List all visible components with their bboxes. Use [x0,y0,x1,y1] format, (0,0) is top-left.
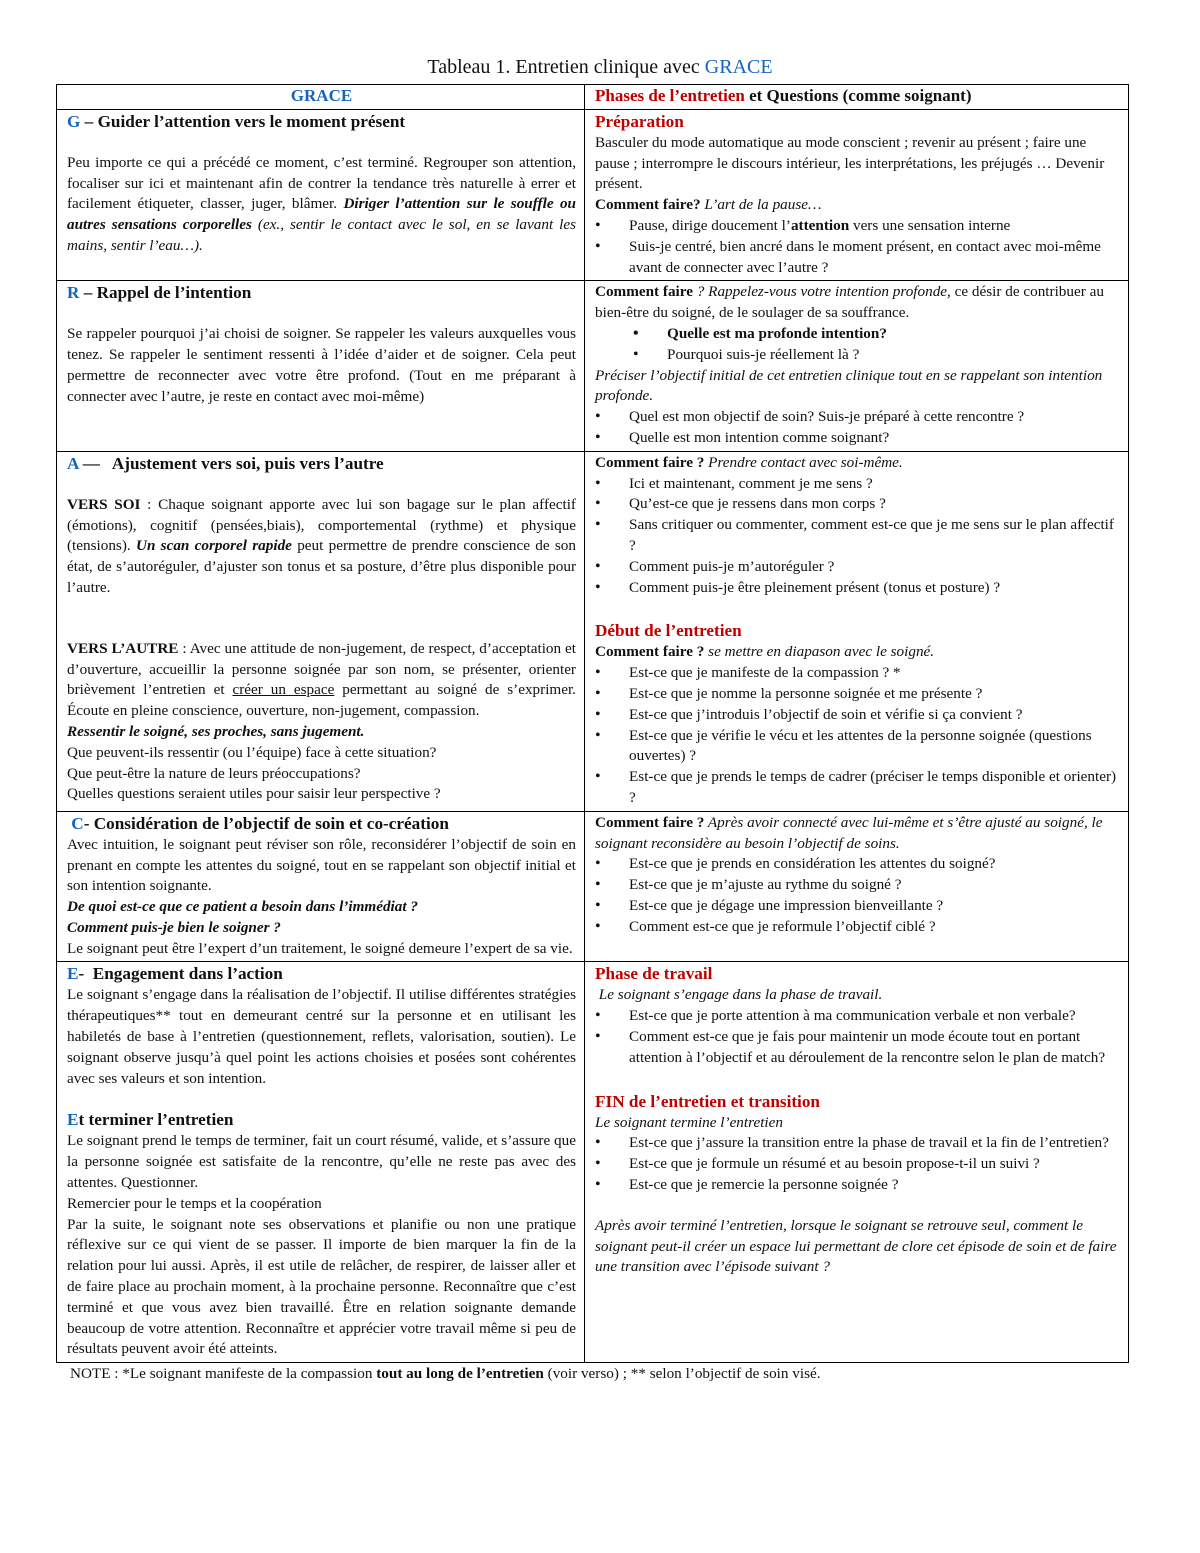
letter-a: A [67,453,79,473]
a-line-1: Que peuvent-ils ressentir (ou l’équipe) face à cette situation? [67,743,437,761]
c-text: Avec intuition, le soignant peut réviser son rôle, reconsidérer l’objectif de soin en prenant en compte les attentes du soigné, tout en se rappelant son objectif initial et son intention soignante. [67,835,576,895]
a-line-3: Quelles questions seraient utiles pour saisir leur perspective ? [67,785,441,803]
row-g [57,109,1129,281]
row-c-description [57,811,585,962]
r-question-list-1 [595,324,1120,366]
section-title-a [67,453,576,475]
a-autre-text: : Avec une attitude de non-jugement, de respect, d’acceptation et d’ouverture, accueillir la personne soignée par son nom, se présenter, orienter brièvement l’entretien et [67,639,577,699]
a-question-list-1 [595,474,1120,599]
list-item: • Qu’est-ce que je ressens dans mon corps ? [629,494,1120,515]
a-how-2 [595,642,1120,663]
list-item: • Est-ce que je dégage une impression bienveillante ? [629,896,1120,917]
list-item: • Comment est-ce que je reformule l’objectif ciblé ? [629,917,1120,938]
list-item: • Quelle est ma profonde intention? [667,324,1120,345]
a-autre-underline: créer un espace [232,681,335,699]
list-item: • Quel est mon objectif de soin? Suis-je préparé à cette rencontre ? [629,407,1120,428]
phase-debut: Début de l’entretien [595,621,742,641]
a-soi [67,495,576,599]
c-how-text: Après avoir connecté avec lui-même et s’être ajusté au soigné, le soignant reconsidère au besoin l’objectif de soins. [595,813,1103,852]
a-how-text: Prendre contact avec soi-même. [704,453,903,471]
a-soi-label: VERS SOI [67,495,141,513]
phase-fin: FIN de l’entretien et transition [595,1091,820,1111]
title-e: - Engagement dans l’action [78,964,283,984]
c-how-label: Comment faire ? [595,813,705,831]
list-item: • Est-ce que je prends en considération les attentes du soigné? [629,854,1120,875]
g-emphasis: Diriger l’attention sur le souffle ou autres sensations corporelles [67,195,576,234]
g-how [595,195,1120,216]
letter-r: R [67,283,80,303]
row-r [57,281,1129,451]
list-item: • Est-ce que j’introduis l’objectif de soin et vérifie si ça convient ? [629,705,1120,726]
r-how-text: ? Rappelez-vous votre intention profonde, [692,283,951,301]
a-soi-emphasis: Un scan corporel rapide [135,537,292,555]
row-c [57,811,1129,962]
list-item: • Est-ce que j’assure la transition entre la phase de travail et la fin de l’entretien? [629,1133,1120,1154]
list-item: • Comment puis-je être pleinement présent (tonus et posture) ? [629,578,1120,599]
a-how2-label: Comment faire ? [595,643,705,661]
list-item: • Est-ce que je prends le temps de cadrer (préciser le temps disponible et orienter) ? [629,767,1120,809]
header-phases-label: Phases de l’entretien [595,86,745,105]
closing-text: Après avoir terminé l’entretien, lorsque le soignant se retrouve seul, comment le soignant peut-il créer un espace lui permettant de clore cet épisode de soin et de faire une transition avec l’épisode suivant ? [595,1216,1117,1276]
list-item: • Est-ce que je porte attention à ma communication verbale et non verbale? [629,1006,1120,1027]
list-item: • Comment puis-je m’autoréguler ? [629,557,1120,578]
list-item: • Est-ce que je m’ajuste au rythme du soigné ? [629,875,1120,896]
a-how [595,453,1120,474]
row-e [57,962,1129,1363]
title-text: Tableau 1. Entretien clinique avec [427,56,705,78]
note-text: NOTE : *Le soignant manifeste de la compassion [70,1365,377,1382]
r-question-list-2 [595,407,1120,449]
a-how-label: Comment faire ? [595,453,705,471]
c-emphasis-2: Comment puis-je bien le soigner ? [67,918,281,936]
travail-italic: Le soignant s’engage dans la phase de travail. [595,986,883,1004]
c-question-list [595,854,1120,937]
section-title-r [67,282,576,304]
e-question-list-2 [595,1133,1120,1195]
g-question-list [595,216,1120,278]
list-item: • Suis-je centré, bien ancré dans le moment présent, en contact avec moi-même avant de connecter avec l’autre ? [629,237,1120,279]
title-end: t terminer l’entretien [78,1110,234,1130]
list-item: • Ici et maintenant, comment je me sens ? [629,474,1120,495]
title-r: – Rappel de l’intention [79,283,252,303]
list-item [629,216,1120,237]
c-how [595,813,1120,855]
g-text [67,153,576,257]
title-accent: GRACE [704,56,773,78]
row-a-questions [585,451,1129,811]
phase-preparation: Préparation [595,111,684,131]
r-how-rest: ce désir de contribuer au bien-être du soigné, de le soulager de sa souffrance. [595,283,1104,322]
letter-c: C [71,813,84,833]
title-a: — Ajustement vers soi, puis vers l’autre [78,453,384,473]
c-emphasis-1: De quoi est-ce que ce patient a besoin dans l’immédiat ? [67,898,418,916]
section-title-c [67,813,576,835]
g-how-label: Comment faire? [595,196,701,214]
g-example: (ex., sentir le contact avec le sol, en se lavant les mains, sentir l’eau…). [67,216,576,254]
note-emphasis: tout au long de l’entretien [376,1365,544,1382]
list-item: • Quelle est mon intention comme soignant? [629,428,1120,449]
note-rest: (voir verso) ; ** selon l’objectif de soin visé. [543,1365,821,1382]
e-text: Le soignant s’engage dans la réalisation de l’objectif. Il utilise différentes stratégies thérapeutiques** tout en demeurant centré sur la personne et en utilisant les habiletés de base à l’entretien (questionnement, reflets, valorisation, soutien). Le soignant observe jusqu’à quel point les actions choisies et posées sont cohérentes avec ses valeurs et son intention. [67,986,576,1087]
list-item: • Pourquoi suis-je réellement là ? [667,345,1120,366]
row-a [57,451,1129,811]
end-text-2: Par la suite, le soignant note ses observations et planifie ou non une pratique réflexive sur ce qui vient de se passer. Il importe de bien marquer la fin de la relation pour lui aussi. Après, il est utile de relâcher, de respirer, de laisser aller et de faire place au prochain moment, à la prochaine personne. Reconnaître que c’est terminé et que vous avez bien travaillé. Être en relation soignante demande beaucoup de votre attention. Reconnaître et apprécier votre travail même si peu de résultats peuvent avoir été atteints. [67,1215,576,1358]
e-question-list-1 [595,1006,1120,1068]
row-a-description [57,451,585,811]
r-italic: Préciser l’objectif initial de cet entretien clinique tout en se rappelant son intention profonde. [595,366,1103,405]
letter-end: E [67,1110,79,1130]
grace-table [56,84,1129,1363]
row-r-questions [585,281,1129,451]
list-item: • Comment est-ce que je fais pour maintenir un mode écoute tout en portant attention à l’objectif et au déroulement de la rencontre selon le plan de match? [629,1027,1120,1069]
document-title [0,56,1200,79]
a-line-2: Que peut-être la nature de leurs préoccupations? [67,764,361,782]
list-item: • Est-ce que je formule un résumé et au besoin propose-t-il un suivi ? [629,1154,1120,1175]
end-line-1: Remercier pour le temps et la coopération [67,1194,322,1212]
g-q1-b: attention [790,216,850,234]
section-title-end [67,1109,576,1131]
c-text-2: Le soignant peut être l’expert d’un traitement, le soigné demeure l’expert de sa vie. [67,939,573,957]
a-autre [67,639,576,722]
row-r-description [57,281,585,451]
header-phases [585,85,1129,110]
g-q1-c: vers une sensation interne [849,216,1011,234]
phase-travail: Phase de travail [595,964,713,984]
title-g: – Guider l’attention vers le moment présent [80,111,406,131]
a-question-list-2 [595,663,1120,809]
section-title-e [67,963,576,985]
letter-g: G [67,111,81,131]
letter-e: E [67,964,79,984]
fin-italic: Le soignant termine l’entretien [595,1113,783,1131]
r-how [595,282,1120,324]
header-row [57,85,1129,110]
header-grace: GRACE [57,85,585,110]
row-g-questions [585,109,1129,281]
r-text: Se rappeler pourquoi j’ai choisi de soigner. Se rappeler les valeurs auxquelles vous tenez. Se rappeler le sentiment ressenti à l’idée d’aider et de soigner. Cela peut permettre de reconnecter avec votre être profond. (Tout en me préparant à connecter avec l’autre, je reste en contact avec moi-même) [67,325,576,405]
row-c-questions [585,811,1129,962]
r-how-label: Comment faire [595,283,693,301]
list-item: • Est-ce que je manifeste de la compassion ? * [629,663,1120,684]
list-item: • Est-ce que je remercie la personne soignée ? [629,1175,1120,1196]
a-how2-text: se mettre en diapason avec le soigné. [704,643,935,661]
g-q1-a: Pause, dirige doucement l’ [629,216,791,234]
list-item: • Est-ce que je vérifie le vécu et les attentes de la personne soignée (questions ouvertes) ? [629,726,1120,768]
end-text: Le soignant prend le temps de terminer, fait un court résumé, valide, et s’assure que la personne soignée est satisfaite de la rencontre, qu’elle ne reste pas avec des attentes. Questionner. [67,1132,576,1192]
title-c: - Considération de l’objectif de soin et co-création [83,813,449,833]
row-e-questions [585,962,1129,1363]
g-body: Peu importe ce qui a précédé ce moment, c’est terminé. Regrouper son attention, focaliser sur ici et maintenant afin de contrer la tendance très naturelle à errer et facilement étiqueter, classer, juger, blâmer. [67,153,576,213]
header-questions-label: et Questions (comme soignant) [744,86,972,105]
a-soi-rest: peut permettre de prendre conscience de son état, de s’autoréguler, d’ajuster son tonus et sa posture, d’être plus disponible pour l’autre. [67,537,576,596]
row-g-description [57,109,585,281]
section-title-g [67,111,576,133]
g-how-text: L’art de la pause… [700,196,822,214]
footnote [70,1365,821,1383]
list-item: • Est-ce que je nomme la personne soignée et me présente ? [629,684,1120,705]
a-emphasis: Ressentir le soigné, ses proches, sans jugement. [67,722,365,740]
list-item: • Sans critiquer ou commenter, comment est-ce que je me sens sur le plan affectif ? [629,515,1120,557]
a-autre-rest: permettant au soigné de s’exprimer. Écoute en pleine conscience, ouverture, non-jugement, compassion. [67,681,576,720]
row-e-description [57,962,585,1363]
a-soi-text: : Chaque soignant apporte avec lui son bagage sur le plan affectif (émotions), cognitif (pensées,biais), comportemental (rythme) et physique (tensions). [67,495,576,555]
a-autre-label: VERS L’AUTRE [67,639,179,657]
preparation-text: Basculer du mode automatique au mode conscient ; revenir au présent ; faire une pause ; interrompre le discours intérieur, les interprétations, les préjugés … Devenir présent. [595,133,1105,193]
